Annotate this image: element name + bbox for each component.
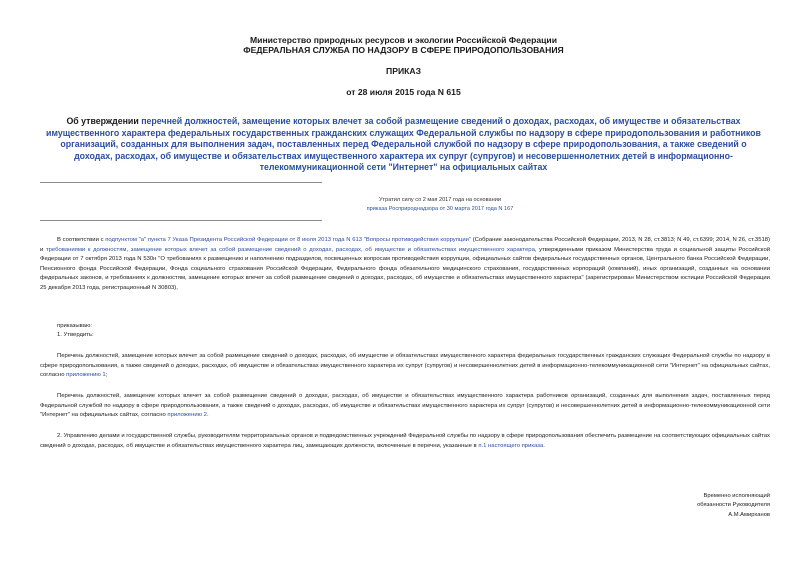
preamble-text-4: (зарегистрирован Министерством юстиции Российской Федерации 25 декабря 2013 года, регистрационный N 30803), <box>40 275 770 291</box>
title-prefix: Об утверждении <box>66 116 142 126</box>
list-item-2-end: . <box>206 412 209 419</box>
doc-date-number: от 28 июля 2015 года N 615 <box>346 87 461 97</box>
annulment-line: Утратил силу со 2 мая 2017 года на основании <box>378 197 502 203</box>
list-item-1 <box>40 352 770 381</box>
decree-link[interactable]: подпунктом "а" пункта 7 Указа Президента Российской Федерации от 8 июля 2013 года N 613 "Вопросы противодействия коррупции" <box>105 237 471 243</box>
order-word: приказываю: <box>57 323 93 329</box>
item-2 <box>40 432 770 451</box>
signature-line-2: обязанности Руководителя <box>697 502 770 509</box>
signatory-name: А.М.Амирханов <box>728 511 770 518</box>
appendix-2-link[interactable]: приложению 2 <box>167 412 207 419</box>
item-1: 1. Утвердить: <box>57 332 94 338</box>
appendix-1-link[interactable]: приложению 1 <box>66 372 106 379</box>
signature-line-1: Временно исполняющий <box>703 493 770 499</box>
preamble-text-3: , утвержденными приказом Министерства труда и социальной защиты Российской Федерации от 7 октября 2013 года N 530н "О требованиях к размещению и наполнению подразделов, посвященных вопросам противодействия коррупции, официальных сайтов федеральных государственных органов, Центрального банка Российской Федерации, Пенсионного фонда Российской Федерации, Фонда социального страхования Российской Федерации, Федерального фонда обязательного медицинского страхования, государственных корпораций (компаний), иных организаций, созданных на основании федеральных законов, и требованиях к должностям, замещение которых влечет за собой размещение сведений о доходах, расходах, об имуществе и обязательствах имущественного характера" <box>40 246 771 282</box>
item-2-end: . <box>543 442 545 449</box>
doc-title <box>40 116 767 174</box>
signature-block <box>620 492 770 520</box>
service-name: ФЕДЕРАЛЬНАЯ СЛУЖБА ПО НАДЗОРУ В СФЕРЕ ПРИРОДОПОЛЬЗОВАНИЯ <box>243 45 564 55</box>
preamble-text-1: В соответствии с <box>57 237 106 243</box>
annulment-note <box>250 196 630 214</box>
annulment-link[interactable]: приказа Росприроднадзора от 30 марта 2017 года N 167 <box>366 206 514 212</box>
ministry-name: Министерство природных ресурсов и экологии Российской Федерации <box>250 35 557 45</box>
point-1-link[interactable]: п.1 настоящего приказа <box>478 442 544 449</box>
list-item-2 <box>40 392 770 421</box>
list-item-1-end: ; <box>105 372 108 379</box>
list-item-1-text: Перечень должностей, замещение которых влечет за собой размещение сведений о доходах, расходах, об имуществе и обязательствах имущественного характера федеральных государственных гражданских служащих Федеральной службы по надзору в сфере природопользования, а также сведений о доходах, расходах, об имуществе и обязательствах имущественного характера их супруг (супругов) и несовершеннолетних детей в информационно-телекоммуникационной сети "Интернет" на официальных сайтах, согласно <box>40 353 770 379</box>
preamble <box>40 236 770 294</box>
list-item-2-text: Перечень должностей, замещение которых влечет за собой размещение сведений о доходах, расходах, об имуществе и обязательствах имущественного характера работников организаций, созданных для выполнения задач, поставленных перед Федеральной службой по надзору в сфере природопользования, а также сведений о доходах, расходах, об имуществе и обязательствах имущественного характера их супруг (супругов) и несовершеннолетних детей в информационно-телекоммуникационной сети "Интернет" на официальных сайтах, согласно <box>40 393 770 419</box>
item-2-text: 2. Управлению делами и государственной службы, руководителям территориальных органов и подведомственных учреждений Федеральной службы по надзору в сфере природопользования обеспечить размещение на соответствующих официальных сайтах сведений о доходах, расходах, об имуществе и обязательствах имущественного характера лиц, замещающих должности, включенные в перечни, указанные в <box>40 433 770 449</box>
divider-top <box>40 182 322 183</box>
preamble-text-2: (Собрание законодательства Российской Федерации, 2013, N 28, ст.3813; N 49, ст.6399; 2014, N 26, ст.3518) и <box>40 237 770 253</box>
requirements-link[interactable]: требованиями к должностям, замещение которых влечет за собой размещение сведений о доходах, расходах, об имуществе и обязательствах имущественного характера <box>45 246 535 253</box>
title-link[interactable]: перечней должностей, замещение которых влечет за собой размещение сведений о доходах, расходах, об имуществе и обязательствах имущественного характера федеральных государственных гражданских служащих Федеральной службы по надзору в сфере природопользования и работников организаций, созданных для выполнения задач, поставленных перед Федеральной службой по надзору в сфере природопользования, а также сведений о доходах, расходах, об имуществе и обязательствах имущественного характера их супруг (супругов) и несовершеннолетних детей в информационно-телекоммуникационной сети "Интернет" на официальных сайтах <box>46 116 761 172</box>
doc-type: ПРИКАЗ <box>386 66 421 76</box>
divider-bottom <box>40 220 322 221</box>
